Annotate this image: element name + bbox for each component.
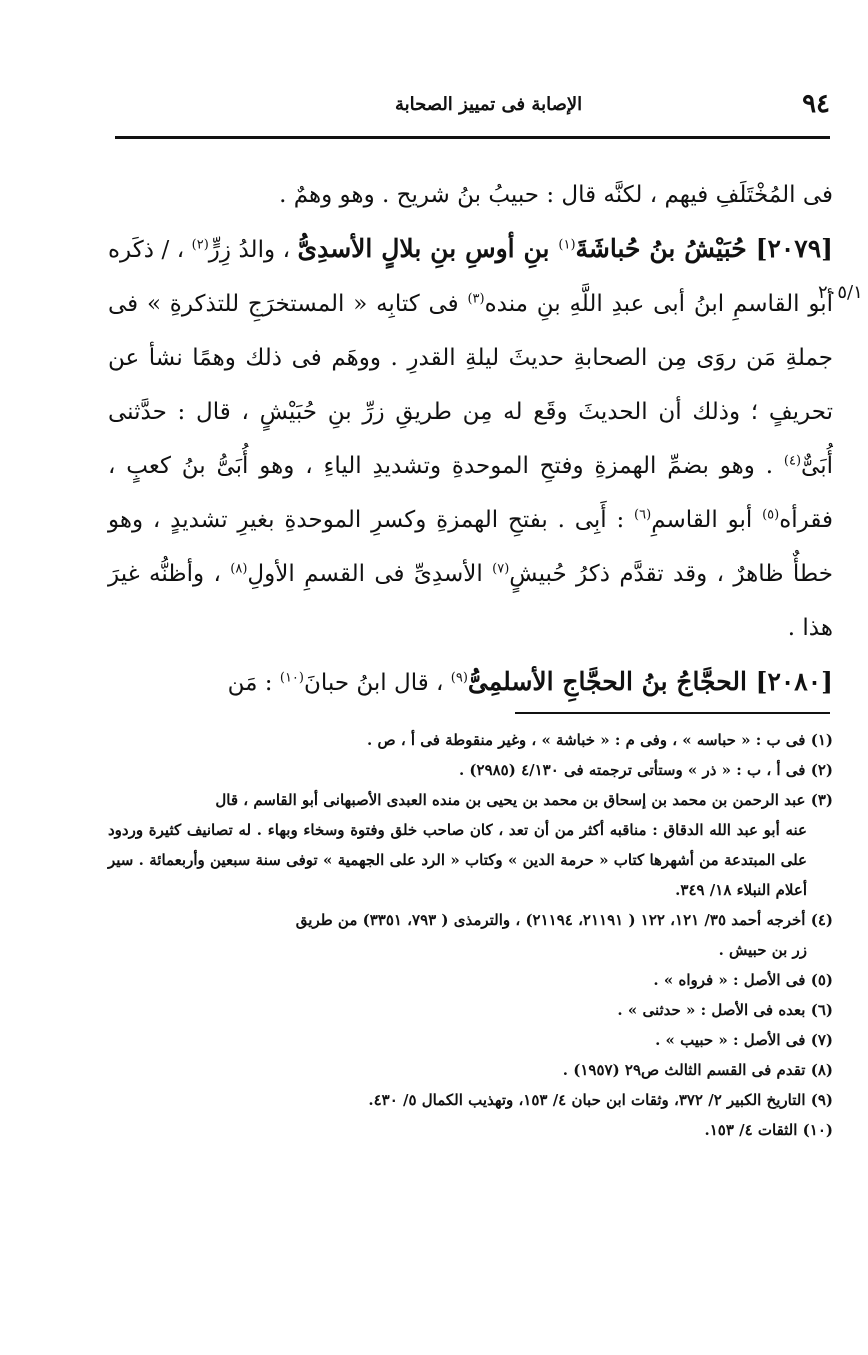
text-run: ، والدُ زِرٍّ <box>208 237 298 263</box>
footnote-marker: (٣) <box>467 291 485 307</box>
footnote-marker: (٧) <box>492 561 510 577</box>
footnote-number: (١) <box>810 731 833 749</box>
footnote <box>108 995 833 1025</box>
header-rule <box>115 136 830 139</box>
footnote-marker: (٢) <box>191 237 209 253</box>
footnote-number: (٦) <box>810 1001 833 1019</box>
text-run: . وهو بضمِّ الهمزةِ وفتحِ الموحدةِ وتشديدِ الياءِ ، وهو أُبَىُّ بنُ كعبٍ ، فقرأه <box>108 453 833 533</box>
margin-reference: ٢٠٥/١ <box>818 282 863 303</box>
footnote-rule <box>515 712 830 714</box>
footnote-marker: (١) <box>558 237 576 253</box>
footnote-marker: (٨) <box>230 561 248 577</box>
footnote-number: (٧) <box>810 1031 833 1049</box>
entry-title: [٢٠٧٩] حُبَيْشُ بنُ حُباشَةَ <box>575 234 833 263</box>
text-run: أبو القاسمِ <box>651 507 763 533</box>
entry-2080 <box>108 655 833 710</box>
footnote-marker: (٤) <box>783 453 802 469</box>
footnote-number: (٢) <box>810 761 833 779</box>
footnote-text: الثقات ٤/ ١٥٣. <box>704 1121 798 1139</box>
footnotes <box>108 725 833 1145</box>
footnote-text-cont: زر بن حبيش . <box>718 941 807 959</box>
footnote <box>108 725 833 755</box>
text-run: : مَن <box>227 670 280 696</box>
footnote <box>108 965 833 995</box>
footnote-number: (٥) <box>810 971 833 989</box>
footnote-text: أخرجه أحمد ٣٥/ ١٢١، ١٢٢ ( ٢١١٩١، ٢١١٩٤) ، والترمذى ( ٧٩٣، ٣٣٥١) من طريق <box>295 911 806 929</box>
footnote <box>108 1085 833 1115</box>
text-line: فى المُخْتَلَفِ فيهم ، لكنَّه قال : حبيبُ بنُ شريح . وهو وهمٌ . <box>279 182 833 208</box>
footnote-text: فى الأصل : « حبيب » . <box>655 1031 806 1049</box>
footnote-text: فى الأصل : « فرواه » . <box>653 971 806 989</box>
footnote-marker: (٥) <box>762 507 780 523</box>
footnote-text-cont: عنه أبو عبد الله الدقاق : مناقبه أكثر من أن تعد ، كان صاحب خلق وفتوة وسخاء وبهاء . له تصانيف كثيرة وردود على المبتدعة من أشهرها كتاب « حرمة الدين » وكتاب « الرد على الجهمية » توفى سنة سبعين وأربعمائة . سير أعلام النبلاء ١٨/ ٣٤٩. <box>108 821 807 899</box>
text-run: ، وأظنُّه غيرَ هذا . <box>108 561 833 641</box>
footnote-text: تقدم فى القسم الثالث ص٢٩ (١٩٥٧) . <box>562 1061 806 1079</box>
running-title: الإصابة فى تمييز الصحابة <box>394 93 583 115</box>
footnote <box>108 1115 833 1145</box>
footnote-marker: (٩) <box>450 670 468 686</box>
footnote <box>108 1055 833 1085</box>
footnote-number: (٩) <box>810 1091 833 1109</box>
text-run: فى كتابِه « المستخرَجِ للتذكرةِ » فى جملةِ مَن روَى مِن الصحابةِ حديثَ ليلةِ القدرِ . ووهَم فى ذلك وهمًا نشأ عن تحريفٍ ؛ وذلك أن الحديثَ وقَع له مِن طريقِ زرِّ بنِ حُبَيْشٍ ، قال : حدَّثنى أُبَىٌّ <box>108 291 833 479</box>
footnote <box>108 785 833 905</box>
text-run: ، / ذكَره أبو القاسمِ ابنُ أبى عبدِ اللَّهِ بنِ منده <box>108 237 833 317</box>
footnote-number: (٨) <box>810 1061 833 1079</box>
footnote-number: (٤) <box>810 911 833 929</box>
paragraph-continuation <box>108 168 833 222</box>
page-number: ٩٤ <box>802 89 830 119</box>
footnote-text: عبد الرحمن بن محمد بن إسحاق بن محمد بن يحيى بن منده العبدى الأصبهانى أبو القاسم ، قال <box>215 791 806 809</box>
page-header <box>115 86 830 122</box>
entry-2079 <box>108 222 833 655</box>
footnote-text: فى ب : « حباسه » ، وفى م : « خباشة » ، وغير منقوطة فى أ ، ص . <box>367 731 806 749</box>
footnote-text: بعده فى الأصل : « حدثنى » . <box>617 1001 806 1019</box>
footnote-marker: (٦) <box>634 507 652 523</box>
footnote-number: (٣) <box>810 791 833 809</box>
text-run: ، قال ابنُ حبانَ <box>304 670 451 696</box>
text-run: : أَبِى . بفتحِ الهمزةِ وكسرِ الموحدةِ بغيرِ تشديدٍ ، وهو خطأٌ ظاهرٌ ، وقد تقدَّم ذكرُ حُبيشٍ <box>108 507 833 587</box>
footnote-marker: (١٠) <box>279 670 304 686</box>
footnote-text: التاريخ الكبير ٢/ ٣٧٢، وثقات ابن حبان ٤/ ١٥٣، وتهذيب الكمال ٥/ ٤٣٠. <box>368 1091 806 1109</box>
entry-title: [٢٠٨٠] الحجَّاجُ بنُ الحجَّاجِ الأسلمِىُّ <box>467 667 833 696</box>
footnote <box>108 1025 833 1055</box>
text-run: الأسدِىِّ فى القسمِ الأولِ <box>247 561 493 587</box>
footnote <box>108 755 833 785</box>
footnote-text: فى أ ، ب : « ذر » وستأتى ترجمته فى ٤/١٣٠ (٢٩٨٥) . <box>458 761 806 779</box>
footnote-number: (١٠) <box>802 1121 833 1139</box>
footnote <box>108 905 833 965</box>
main-text <box>108 168 833 710</box>
entry-title-cont: بنِ أوسِ بنِ بلالٍ الأسدِىُّ <box>297 234 559 263</box>
